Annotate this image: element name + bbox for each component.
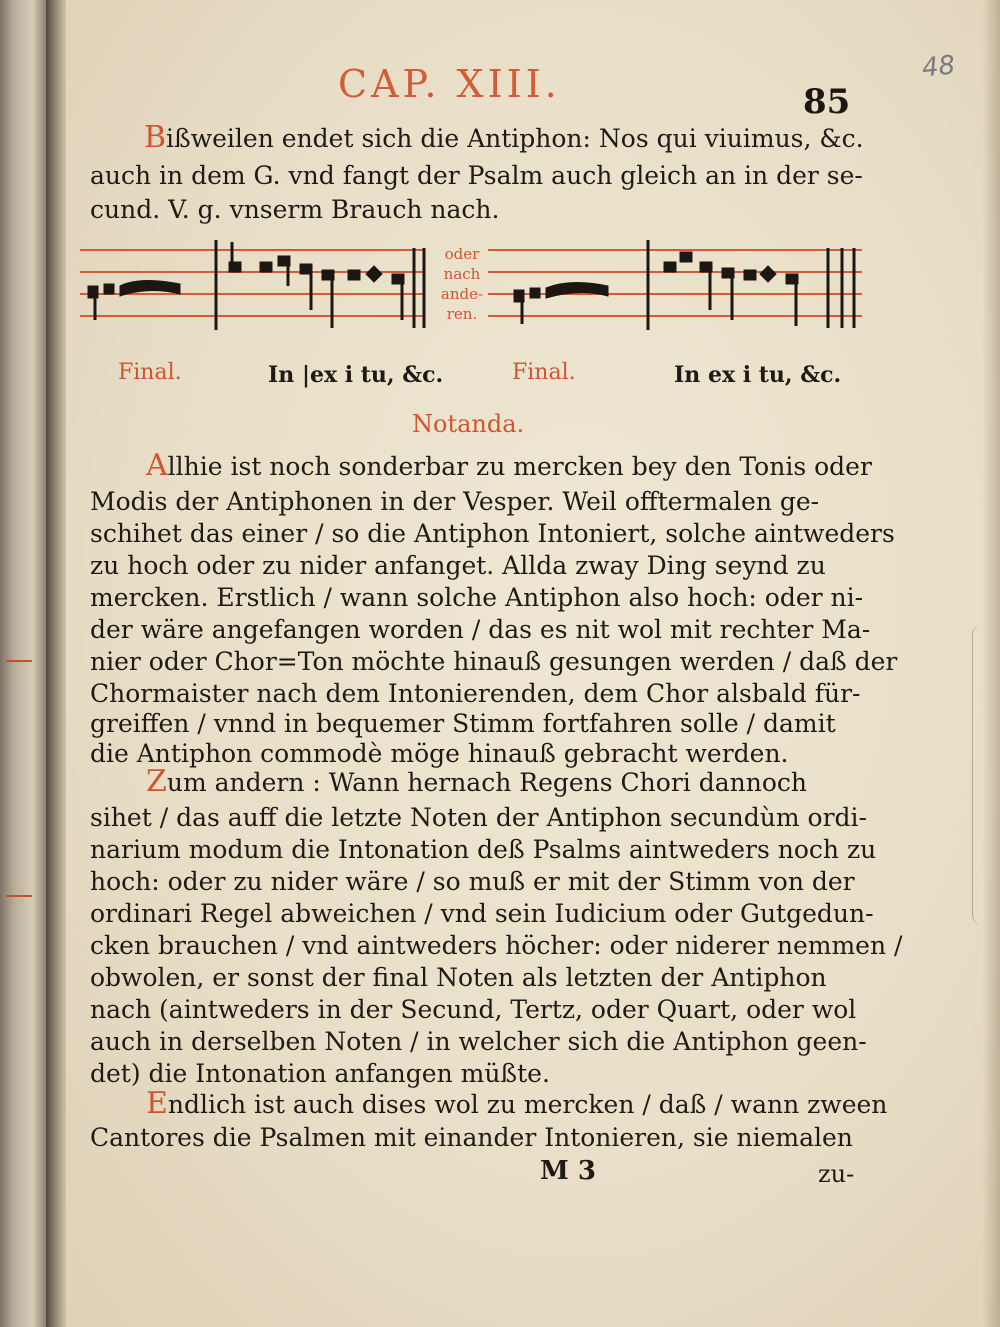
gutter-shadow (46, 0, 68, 1327)
note (664, 262, 676, 272)
rubric-mark (6, 895, 32, 897)
signature-mark: M 3 (540, 1156, 596, 1186)
para1-line: der wäre angefangen worden / das es nit wol mit rechter Ma- (90, 615, 871, 644)
para2-line-text: um andern : Wann hernach Regens Chori dannoch (166, 768, 807, 797)
para2-line: nach (aintweders in der Secund, Tertz, oder Quart, oder wol (90, 995, 857, 1024)
para3-line: Cantores die Psalmen mit einander Intonieren, sie niemalen (90, 1123, 853, 1152)
para2-line: hoch: oder zu nider wäre / so muß er mit der Stimm von der (90, 867, 855, 896)
notanda-heading: Notanda. (412, 410, 525, 438)
initial-b: B (144, 120, 167, 155)
page-tab-edge (972, 625, 1000, 925)
alt-label-line: ren. (446, 305, 478, 323)
note (229, 262, 241, 272)
final-label-right: Final. (512, 360, 576, 385)
para1-line: mercken. Erstlich / wann solche Antiphon also hoch: oder ni- (90, 583, 864, 612)
staff-right (488, 250, 862, 316)
diamond-note (760, 266, 776, 282)
para1-line: Chormaister nach dem Intonierenden, dem Chor alsbald für- (90, 679, 861, 708)
para2-line: ordinari Regel abweichen / vnd sein Iudicium oder Gutgedun- (90, 899, 874, 928)
para1-line-text: llhie ist noch sonderbar zu mercken bey den Tonis oder (167, 452, 872, 481)
catchword: zu- (818, 1160, 855, 1188)
initial-a: A (146, 448, 168, 483)
alt-label-line: ande- (440, 285, 484, 303)
para1-line: nier oder Chor=Ton möchte hinauß gesungen werden / daß der (90, 647, 898, 676)
chapter-heading: CAP. XIII. (338, 62, 561, 106)
para2-line: auch in derselben Noten / in welcher sich die Antiphon geen- (90, 1027, 867, 1056)
incipit-left: In |ex i tu, &c. (268, 362, 444, 388)
para1-line (146, 450, 872, 482)
note (260, 262, 272, 272)
para1-line: zu hoch oder zu nider anfanget. Allda zway Ding seynd zu (90, 551, 826, 580)
para1-line: die Antiphon commodè möge hinauß gebracht werden. (90, 739, 789, 768)
para3-line-text: ndlich ist auch dises wol zu mercken / daß / wann zween (167, 1090, 888, 1119)
note (104, 284, 114, 294)
pencil-folio: 48 (920, 50, 957, 84)
para2-line: sihet / das auff die letzte Noten der Antiphon secundùm ordi- (90, 803, 867, 832)
note (530, 288, 540, 298)
para1-line: schihet das einer / so die Antiphon Intoniert, solche aintweders (90, 519, 895, 548)
intro-line-2: auch in dem G. vnd fangt der Psalm auch gleich an in der se- (90, 161, 863, 190)
para3-line (146, 1088, 887, 1120)
rubric-mark (6, 660, 32, 662)
ligature (546, 282, 608, 298)
initial-z: Z (146, 764, 167, 799)
page-number: 85 (803, 82, 851, 122)
note (348, 270, 360, 280)
alt-label (436, 244, 488, 324)
intro-line-1 (144, 122, 864, 154)
para2-line: det) die Intonation anfangen müßte. (90, 1059, 550, 1088)
para2-line (146, 766, 807, 798)
initial-e: E (146, 1086, 168, 1121)
left-page-edge (0, 0, 46, 1327)
alt-label-line: nach (443, 265, 481, 283)
intro-line-3: cund. V. g. vnserm Brauch nach. (90, 195, 500, 224)
diamond-note (366, 266, 382, 282)
incipit-right: In ex i tu, &c. (674, 362, 842, 388)
final-label-left: Final. (118, 360, 182, 385)
note (744, 270, 756, 280)
para2-line: narium modum die Intonation deß Psalms aintweders noch zu (90, 835, 877, 864)
para1-line: Modis der Antiphonen in der Vesper. Weil offtermalen ge- (90, 487, 820, 516)
note (680, 252, 692, 262)
para1-line: greiffen / vnnd in bequemer Stimm fortfahren solle / damit (90, 709, 836, 738)
intro-line-1-text: ißweilen endet sich die Antiphon: Nos qui viuimus, &c. (166, 124, 864, 153)
para2-line: cken brauchen / vnd aintweders höcher: oder niderer nemmen / (90, 931, 903, 960)
alt-label-line: oder (444, 245, 480, 263)
para2-line: obwolen, er sonst der final Noten als letzten der Antiphon (90, 963, 827, 992)
